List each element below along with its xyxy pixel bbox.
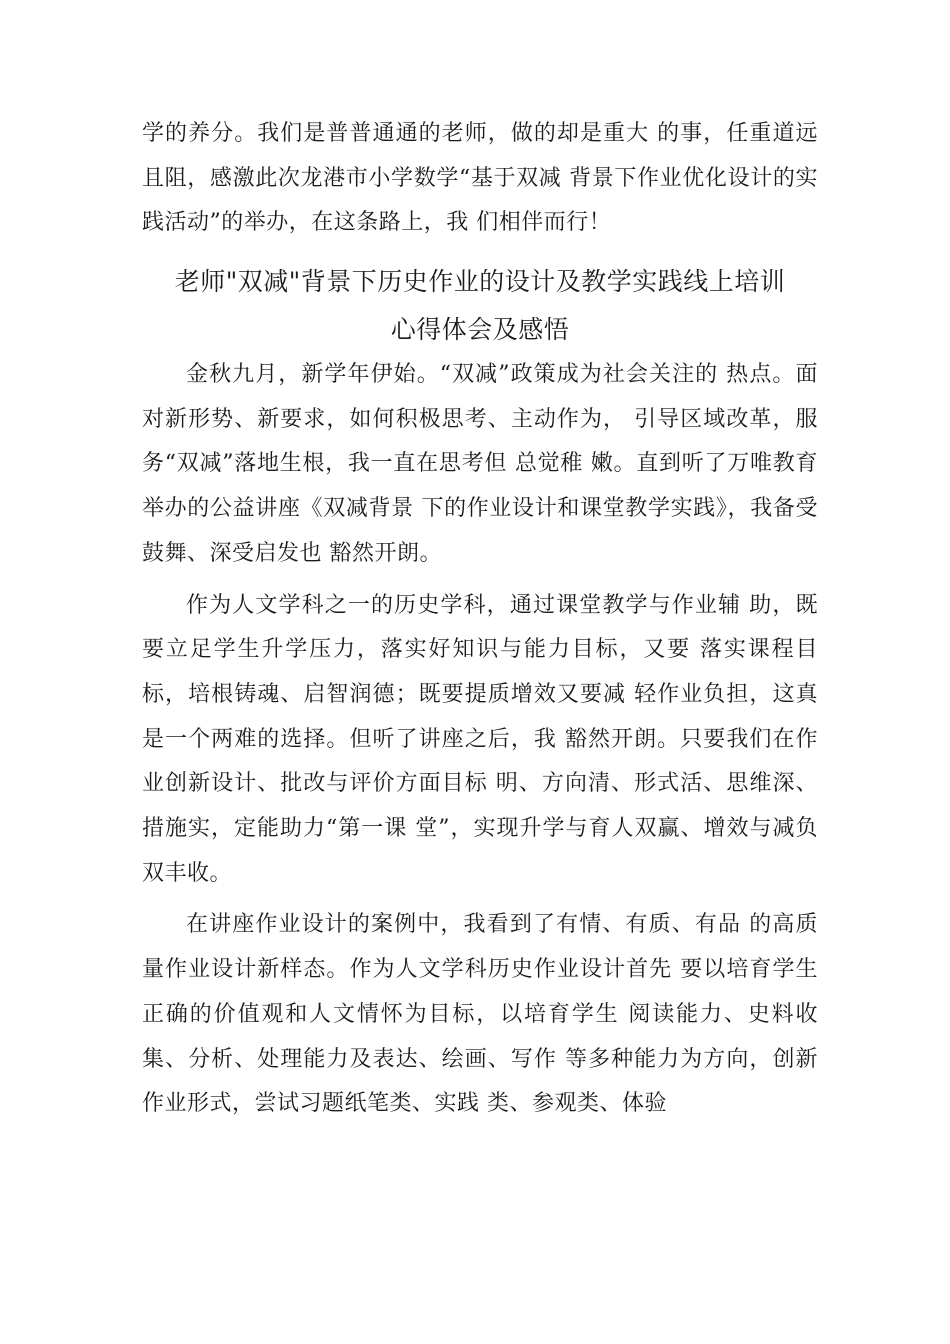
body-paragraph: 在讲座作业设计的案例中，我看到了有情、有质、有品 的高质量作业设计新样态。作为人文学科历史作业设计首先 要以培育学生正确的价值观和人文情怀为目标，以培育学生 阅读能力、史料收集、分析、处理能力及表达、绘画、写作 等多种能力为方向，创新作业形式，尝试习题纸笔类、实践 类、参观类、体验 — [142, 912, 818, 1117]
article-title-line-2: 心得体会及感悟 — [390, 315, 570, 344]
article-title-line-1: 老师"双减"背景下历史作业的设计及教学实践线上培训 — [174, 267, 786, 296]
article-body — [142, 353, 818, 1127]
body-paragraph: 金秋九月，新学年伊始。“双减”政策成为社会关注的 热点。面对新形势、新要求，如何积极思考、主动作为， 引导区域改革，服务“双减”落地生根，我一直在思考但 总觉稚 嫩。直到听了万唯教育举办的公益讲座《双减背景 下的作业设计和课堂教学实践》，我备受鼓舞、深受启发也 豁然开朗。 — [142, 362, 818, 566]
body-paragraph: 作为人文学科之一的历史学科，通过课堂教学与作业辅 助，既要立足学生升学压力，落实好知识与能力目标，又要 落实课程目标，培根铸魂、启智润德；既要提质增效又要减 轻作业负担，这真是一个两难的选择。但听了讲座之后，我 豁然开朗。只要我们在作业创新设计、批改与评价方面目标 明、方向清、形式活、思维深、措施实，定能助力“第一课 堂”，实现升学与育人双赢、增效与减负双丰收。 — [142, 592, 818, 886]
article-title — [120, 258, 840, 354]
continuation-paragraph: 学的养分。我们是普普通通的老师，做的却是重大 的事，任重道远且阻，感激此次龙港市小学数学“基于双减 背景下作业优化设计的实践活动”的举办，在这条路上，我 们相伴而行！ — [142, 121, 818, 236]
